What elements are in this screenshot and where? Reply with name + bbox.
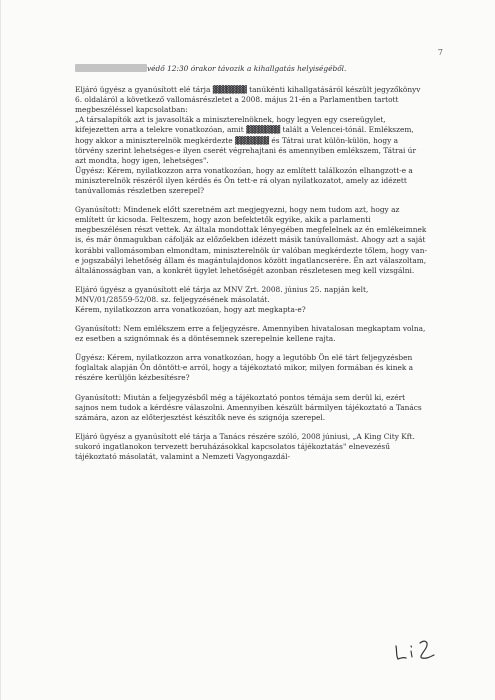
paragraph-5: Eljáró ügyész a gyanúsított elé tárja az MNV Zrt. 2008. június 25. napján kelt, MNV/01/28559-52/08. sz. feljegyzésének másolatát. bbox=[75, 284, 369, 304]
paragraph-1: Eljáró ügyész a gyanúsított elé tárja ▓▓▓▓▓▓ tanúkénti kihallgatásáról készült jegyzőkönyv 6. oldaláról a következő vallomásrészletet a 2008. május 21-én a Parlamentben tartott megbeszéléssel kapcsolatban: bbox=[75, 85, 421, 115]
page-number: 7 bbox=[437, 48, 443, 57]
paragraph-3: Ügyész: Kérem, nyilatkozzon arra vonatkozóan, hogy az említett találkozón elhangzott-e a miniszterelnök részéről ilyen kérdés és Ön tett-e rá olyan nyilatkozatot, amely az idézett tanúvallomás részletben szerepel? bbox=[75, 165, 413, 196]
paragraph-8: Ügyész: Kérem, nyilatkozzon arra vonatkozóan, hogy a legutóbb Ön elé tárt feljegyzésben foglaltak alapján Ön döntött-e arról, hogy a tájékoztató mikor, milyen formában és kinek a részére kerüljön kézbesítésre? bbox=[75, 353, 414, 383]
paragraph-9: Gyanúsított: Miután a feljegyzésből még a tájékoztató pontos témája sem derül ki, ezért sajnos nem tudok a kérdésre válaszolni. Amennyiben készült bármilyen tájékoztató a Tanács számára, azon az előterjesztést készítők neve és szignója szerepel. bbox=[75, 392, 422, 422]
document-body bbox=[75, 64, 427, 462]
header-line bbox=[75, 64, 427, 74]
paragraph-7: Gyanúsított: Nem emlékszem erre a feljegyzésre. Amennyiben hivatalosan megkaptam volna, ez esetben a szignómnak és a döntésemnek szerepelnie kellene rajta. bbox=[75, 324, 426, 344]
paragraph-4: Gyanúsított: Mindenek előtt szeretném azt megjegyezni, hogy nem tudom azt, hogy az említett úr kicsoda. Felteszem, hogy azon befektetők egyike, akik a parlamenti megbeszélésen részt vettek. Az általa mondottak lényegében megfelelnek az én emlékeimnek is, és már önmagukban cáfolják az előzőekben idézett másik tanúvallomást. Ahogy azt a saját korábbi vallomásomban elmondtam, miniszterelnök úr valóban megkérdezte tőlem, hogy van-e jogszabályi lehetőség állam és magántulajdonos között ingatlancserére. Én azt válaszoltam, általánosságban van, a konkrét ügylet lehetőségét azonban részletesen meg kell vizsgálni. bbox=[75, 205, 427, 275]
paragraph-2: „A társalapítók azt is javasolták a miniszterelnöknek, hogy legyen egy csereügylet, kifejezetten arra a telekre vonatkozóan, amit ▓▓▓▓▓▓ talált a Velencei-tónál. Emlékszem, hogy akkor a miniszterelnök megkérdezte ▓▓▓▓▓▓ és Tátrai urat külön-külön, hogy a törvény szerint lehetséges-e ilyen cserét végrehajtani és amennyiben emlékszem, Tátrai úr azt mondta, hogy igen, lehetséges". bbox=[75, 115, 416, 165]
redaction-block bbox=[75, 64, 147, 72]
paragraph-10: Eljáró ügyész a gyanúsított elé tárja a Tanács részére szóló, 2008 júniusi, „A King City Kft. sukoró ingatlanokon tervezett beruházásokkal kapcsolatos tájékoztatás" elnevezésű tájékoztató másolatát, valamint a Nemzeti Vagyongazdál- bbox=[75, 431, 415, 461]
signature bbox=[393, 637, 439, 663]
header-line-text: védő 12:30 órakor távozik a kihallgatás helyiségéből. bbox=[147, 64, 347, 73]
paragraph-6: Kérem, nyilatkozzon arra vonatkozóan, hogy azt megkapta-e? bbox=[75, 304, 306, 314]
